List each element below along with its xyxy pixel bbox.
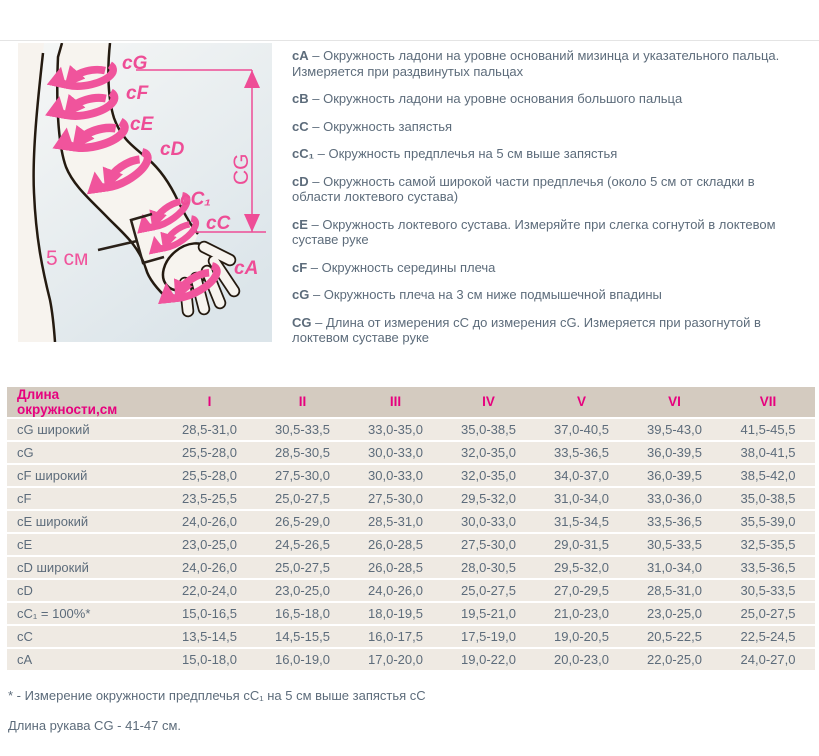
range-cell: 30,5-33,5 [721, 580, 815, 601]
table-row [7, 442, 815, 463]
range-cell: 30,0-33,0 [349, 442, 442, 463]
range-cell: 33,0-36,0 [628, 488, 721, 509]
size-column-header: II [256, 387, 349, 417]
range-cell: 28,5-31,0 [349, 511, 442, 532]
table-row [7, 626, 815, 647]
size-table [7, 385, 815, 672]
measurement-term: cG [292, 287, 310, 302]
range-cell: 29,5-32,0 [442, 488, 535, 509]
size-column-header: VII [721, 387, 815, 417]
range-cell: 19,0-22,0 [442, 649, 535, 670]
row-label: cA [7, 649, 163, 670]
range-cell: 30,0-33,0 [349, 465, 442, 486]
measurement-item: cF – Окружность середины плеча [292, 259, 496, 275]
diagram-label-cg: cG [122, 53, 148, 74]
range-cell: 25,0-27,5 [256, 557, 349, 578]
table-row [7, 580, 815, 601]
range-cell: 23,5-25,5 [163, 488, 256, 509]
row-label: cF широкий [7, 465, 163, 486]
range-cell: 25,0-27,5 [256, 488, 349, 509]
range-cell: 23,0-25,0 [256, 580, 349, 601]
range-cell: 24,0-26,0 [349, 580, 442, 601]
row-label: cC [7, 626, 163, 647]
range-cell: 24,5-26,5 [256, 534, 349, 555]
range-cell: 26,0-28,5 [349, 557, 442, 578]
range-cell: 16,0-17,5 [349, 626, 442, 647]
range-cell: 35,0-38,5 [721, 488, 815, 509]
range-cell: 28,5-31,0 [163, 419, 256, 440]
table-row [7, 557, 815, 578]
dimension-column-header: Длина окружности,см [7, 387, 163, 417]
range-cell: 32,0-35,0 [442, 465, 535, 486]
range-cell: 29,0-31,5 [535, 534, 628, 555]
range-cell: 25,0-27,5 [442, 580, 535, 601]
range-cell: 35,5-39,0 [721, 511, 815, 532]
size-column-header: III [349, 387, 442, 417]
measurement-term: cC₁ [292, 146, 314, 161]
range-cell: 24,0-27,0 [721, 649, 815, 670]
range-cell: 28,5-31,0 [628, 580, 721, 601]
measurement-term: cF [292, 259, 308, 275]
row-label: cG [7, 442, 163, 463]
range-cell: 32,0-35,0 [442, 442, 535, 463]
size-column-header: IV [442, 387, 535, 417]
range-cell: 32,5-35,5 [721, 534, 815, 555]
diagram-label-cc: cC [206, 213, 231, 234]
range-cell: 27,5-30,0 [256, 465, 349, 486]
top-section [0, 43, 819, 358]
range-cell: 33,5-36,5 [721, 557, 815, 578]
table-row [7, 534, 815, 555]
range-cell: 22,0-24,0 [163, 580, 256, 601]
range-cell: 41,5-45,5 [721, 419, 815, 440]
range-cell: 22,0-25,0 [628, 649, 721, 670]
range-cell: 20,0-23,0 [535, 649, 628, 670]
diagram-label-cd: cD [160, 139, 185, 160]
diagram-label-cf: cF [126, 83, 149, 104]
footnote-sleeve-length: Длина рукава CG - 41-47 см. [8, 717, 182, 733]
range-cell: 29,5-32,0 [535, 557, 628, 578]
measurement-term: cE [292, 216, 308, 232]
range-cell: 14,5-15,5 [256, 626, 349, 647]
divider [0, 40, 819, 41]
range-cell: 31,5-34,5 [535, 511, 628, 532]
range-cell: 23,0-25,0 [163, 534, 256, 555]
range-cell: 24,0-26,0 [163, 557, 256, 578]
diagram-label-cc1: cC₁ [180, 189, 211, 210]
range-cell: 30,0-33,0 [442, 511, 535, 532]
table-row [7, 465, 815, 486]
arm-measurement-diagram [18, 43, 272, 342]
row-label: cC₁ = 100%* [7, 603, 163, 624]
row-label: cD [7, 580, 163, 601]
range-cell: 13,5-14,5 [163, 626, 256, 647]
range-cell: 16,0-19,0 [256, 649, 349, 670]
range-cell: 17,5-19,0 [442, 626, 535, 647]
table-row [7, 511, 815, 532]
range-cell: 35,0-38,5 [442, 419, 535, 440]
range-cell: 17,0-20,0 [349, 649, 442, 670]
measurement-term: CG [292, 314, 312, 330]
measurement-term: cD [292, 173, 309, 189]
range-cell: 26,0-28,5 [349, 534, 442, 555]
measurement-item: cC – Окружность запястья [292, 118, 453, 134]
range-cell: 33,5-36,5 [628, 511, 721, 532]
range-cell: 15,0-18,0 [163, 649, 256, 670]
table-row [7, 603, 815, 624]
range-cell: 39,5-43,0 [628, 419, 721, 440]
range-cell: 18,0-19,5 [349, 603, 442, 624]
range-cell: 34,0-37,0 [535, 465, 628, 486]
diagram-label-ca: cA [234, 258, 259, 279]
range-cell: 27,5-30,0 [349, 488, 442, 509]
range-cell: 23,0-25,0 [628, 603, 721, 624]
table-row [7, 488, 815, 509]
measurement-item: cA – Окружность ладони на уровне оснований мизинца и указательного пальца. Измеряется при раздвинутых пальцах [292, 48, 780, 79]
five-cm-label: 5 см [46, 247, 89, 270]
row-label: cD широкий [7, 557, 163, 578]
range-cell: 16,5-18,0 [256, 603, 349, 624]
range-cell: 38,5-42,0 [721, 465, 815, 486]
row-label: cG широкий [7, 419, 163, 440]
table-body [7, 419, 815, 670]
cg-dimension-label: CG [230, 153, 253, 185]
measurement-term: cA [292, 48, 309, 63]
range-cell: 27,5-30,0 [442, 534, 535, 555]
table-header-row [7, 387, 815, 417]
range-cell: 31,0-34,0 [535, 488, 628, 509]
row-label: cF [7, 488, 163, 509]
range-cell: 27,0-29,5 [535, 580, 628, 601]
range-cell: 38,0-41,5 [721, 442, 815, 463]
size-column-header: I [163, 387, 256, 417]
range-cell: 25,5-28,0 [163, 465, 256, 486]
footnote-asterisk: * - Измерение окружности предплечья cC₁ на 5 см выше запястья cC [8, 687, 426, 703]
range-cell: 21,0-23,0 [535, 603, 628, 624]
diagram-label-ce: cE [130, 114, 154, 135]
range-cell: 25,0-27,5 [721, 603, 815, 624]
range-cell: 33,5-36,5 [535, 442, 628, 463]
measurement-term: cB [292, 91, 309, 106]
range-cell: 33,0-35,0 [349, 419, 442, 440]
measurement-item: cG – Окружность плеча на 3 см ниже подмышечной впадины [292, 287, 662, 302]
range-cell: 31,0-34,0 [628, 557, 721, 578]
size-column-header: VI [628, 387, 721, 417]
range-cell: 30,5-33,5 [628, 534, 721, 555]
range-cell: 28,0-30,5 [442, 557, 535, 578]
range-cell: 22,5-24,5 [721, 626, 815, 647]
measurement-item: CG – Длина от измерения cC до измерения cG. Измеряется при разогнутой в локтевом суставе руке [292, 314, 761, 345]
range-cell: 36,0-39,5 [628, 465, 721, 486]
range-cell: 26,5-29,0 [256, 511, 349, 532]
row-label: cE [7, 534, 163, 555]
range-cell: 15,0-16,5 [163, 603, 256, 624]
range-cell: 30,5-33,5 [256, 419, 349, 440]
table-row [7, 649, 815, 670]
range-cell: 24,0-26,0 [163, 511, 256, 532]
footnotes [8, 688, 819, 733]
measurement-item: cE – Окружность локтевого сустава. Измеряйте при слегка согнутой в локтевом суставе руке [292, 216, 776, 247]
table-row [7, 419, 815, 440]
measurement-item: cD – Окружность самой широкой части предплечья (около 5 см от складки в области локтевого сустава) [292, 173, 755, 204]
range-cell: 19,5-21,0 [442, 603, 535, 624]
row-label: cE широкий [7, 511, 163, 532]
range-cell: 19,0-20,5 [535, 626, 628, 647]
range-cell: 20,5-22,5 [628, 626, 721, 647]
measurement-term: cC [292, 118, 309, 134]
size-chart-page [0, 40, 819, 756]
range-cell: 37,0-40,5 [535, 419, 628, 440]
measurement-descriptions [272, 43, 819, 358]
size-column-header: V [535, 387, 628, 417]
measurement-item: cB – Окружность ладони на уровне основания большого пальца [292, 91, 683, 106]
arm-illustration [18, 43, 272, 342]
range-cell: 25,5-28,0 [163, 442, 256, 463]
range-cell: 36,0-39,5 [628, 442, 721, 463]
range-cell: 28,5-30,5 [256, 442, 349, 463]
measurement-item: cC₁ – Окружность предплечья на 5 см выше запястья [292, 146, 618, 161]
